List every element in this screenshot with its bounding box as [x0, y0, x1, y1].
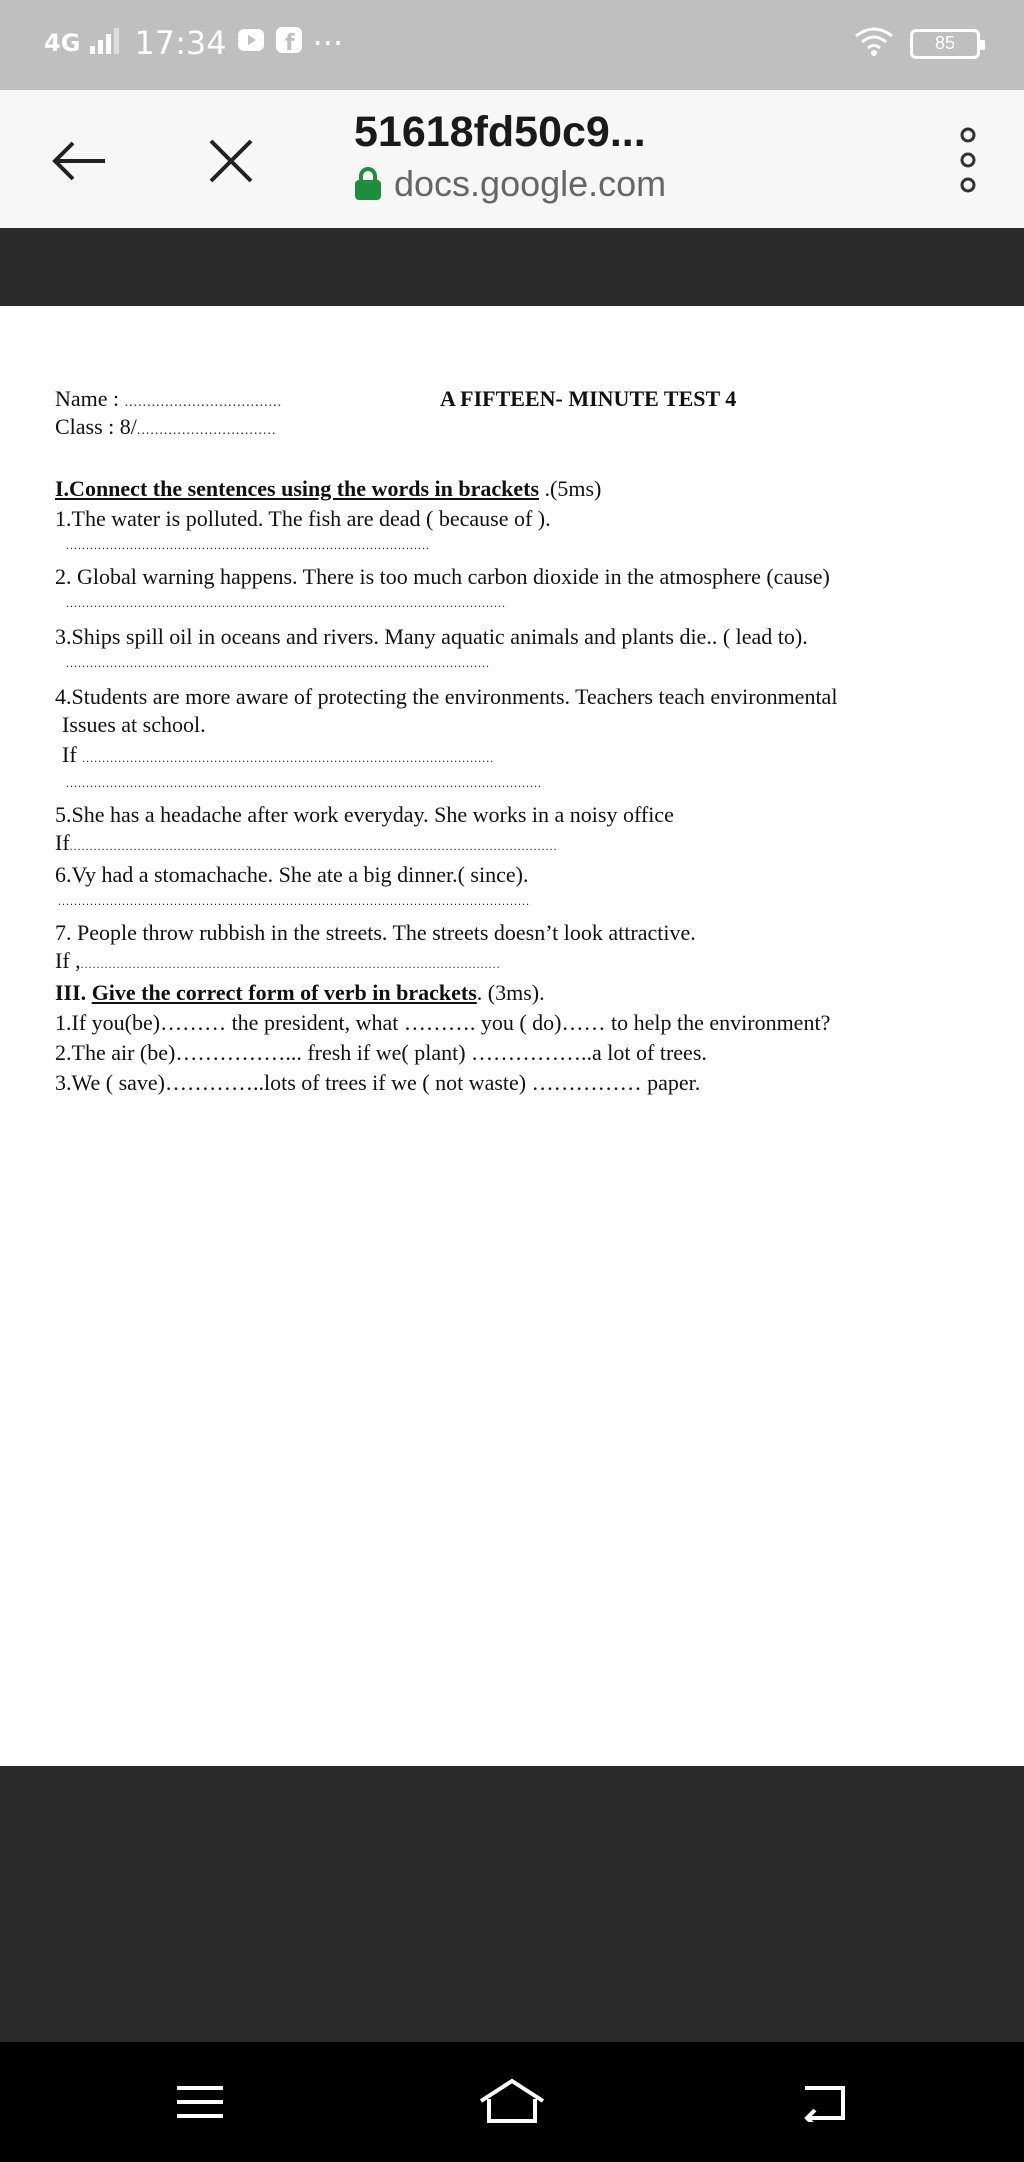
question-4-line2: Issues at school. [62, 712, 206, 737]
question-3: 3.Ships spill oil in oceans and rivers. Many aquatic animals and plants die.. ( lead to). [55, 624, 808, 649]
question-7: 7. People throw rubbish in the streets. The streets doesn’t look attractive. [55, 920, 696, 945]
return-icon [799, 2082, 849, 2122]
domain-text: docs.google.com [394, 163, 667, 204]
back-button[interactable] [44, 126, 114, 196]
lock-icon [354, 167, 382, 201]
viewer-background [0, 1766, 1024, 2042]
back-nav-button[interactable] [784, 2062, 864, 2142]
battery-indicator: 85 [910, 29, 980, 59]
class-line: Class : 8/............................... [55, 414, 277, 439]
question-5-if-line: If.......................................................................................................................... [55, 830, 558, 855]
network-label: 4G [44, 29, 81, 57]
section1-heading: I.Connect the sentences using the words in brackets .(5ms) [55, 476, 602, 501]
system-navigation-bar [0, 2042, 1024, 2162]
question-7-if-line: If ,......................................................................................................... [55, 948, 501, 973]
verb-question-3: 3.We ( save)…………..lots of trees if we ( not waste) …………… paper. [55, 1070, 701, 1095]
signal-icon [90, 24, 124, 62]
wifi-icon [854, 26, 894, 61]
home-icon [477, 2077, 547, 2127]
answer-line-6: ...................................................................................................................... [58, 894, 530, 908]
answer-line-3: .......................................................................................................... [66, 656, 490, 670]
question-6: 6.Vy had a stomachache. She ate a big dinner.( since). [55, 862, 529, 887]
question-4-if-line: If ....................................................................................................... [62, 742, 495, 767]
document-page [0, 306, 1024, 1766]
close-icon [207, 137, 255, 185]
answer-line-1: ........................................................................................... [66, 538, 430, 552]
question-1: 1.The water is polluted. The fish are dead ( because of ). [55, 506, 551, 531]
verb-question-1: 1.If you(be)……… the president, what ………. you ( do)…… to help the environment? [55, 1010, 831, 1035]
close-button[interactable] [196, 126, 266, 196]
question-5: 5.She has a headache after work everyday. She works in a noisy office [55, 802, 674, 827]
status-bar [0, 0, 1024, 90]
test-title: A FIFTEEN- MINUTE TEST 4 [440, 386, 737, 411]
video-notification-icon [237, 24, 265, 62]
browser-toolbar [0, 90, 1024, 228]
document-viewer-toolbar [0, 228, 1024, 306]
answer-line-4: ....................................................................................................................... [66, 776, 542, 790]
facebook-notification-icon [275, 24, 303, 62]
answer-line-2: .............................................................................................................. [66, 596, 506, 610]
menu-lines-icon [175, 2082, 225, 2122]
arrow-left-icon [51, 141, 107, 181]
svg-text:f: f [284, 31, 295, 54]
overflow-menu-button[interactable] [948, 120, 988, 200]
section3-heading: III. Give the correct form of verb in brackets. (3ms). [55, 980, 545, 1005]
time: 17:34 [134, 24, 227, 62]
more-vertical-icon [958, 125, 978, 195]
url-domain [354, 163, 666, 205]
page-title: 51618fd50c9... [354, 108, 646, 156]
question-2: 2. Global warning happens. There is too much carbon dioxide in the atmosphere (cause) [55, 564, 830, 589]
question-4-line1: 4.Students are more aware of protecting the environments. Teachers teach environmental [55, 684, 838, 709]
name-line: Name : ................................... [55, 386, 283, 411]
home-button[interactable] [472, 2062, 552, 2142]
more-notifications: ··· [312, 24, 344, 62]
verb-question-2: 2.The air (be)……………... fresh if we( plant) ……………..a lot of trees. [55, 1040, 707, 1065]
recent-apps-button[interactable] [160, 2062, 240, 2142]
page-title-block [354, 108, 666, 205]
